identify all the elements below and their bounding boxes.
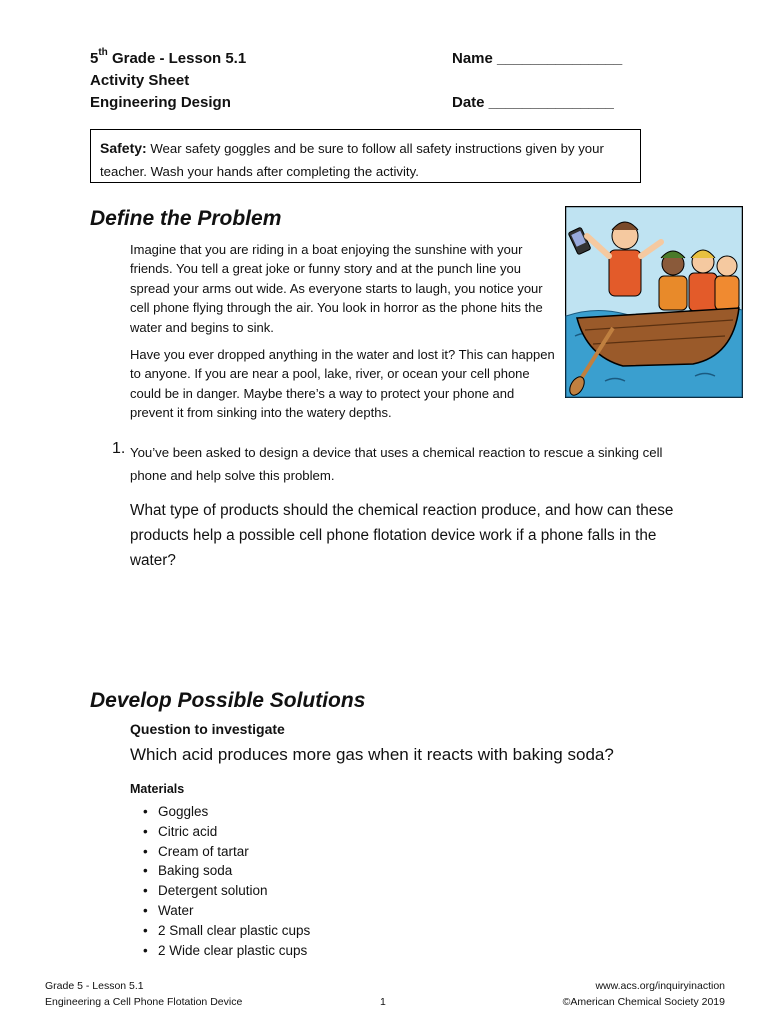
list-item: • Detergent solution [130, 881, 430, 901]
boat-cartoon-image [565, 206, 743, 398]
footer-right [563, 978, 725, 1010]
safety-label: Safety: [100, 140, 147, 156]
second-paragraph: Have you ever dropped anything in the water and lost it? This can happen to anyone. If you are near a pool, lake, river, or ocean your cell phone could be in danger. Maybe there’s a way to protect your phone and prevent it from sinking into the watery depths. [130, 347, 555, 421]
list-item: • Cream of tartar [130, 842, 430, 862]
footer-copyright: ©American Chemical Society 2019 [562, 996, 725, 1008]
boat-illustration [565, 206, 743, 398]
materials-list [130, 802, 430, 960]
footer-left [45, 978, 242, 1010]
activity-sheet-label: Activity Sheet [90, 72, 190, 89]
intro-paragraph: Imagine that you are riding in a boat enjoying the sunshine with your friends. You tell a great joke or funny story and at the punch line you spread your arms out wide. As everyone starts to laugh, you notice your cell phone flying through the air. You look in horror as the phone hits the water and begins to sink. [130, 242, 543, 335]
safety-box [90, 129, 641, 183]
list-item: • Goggles [130, 802, 430, 822]
grade-suffix: th [98, 47, 108, 58]
grade-number: 5 [90, 50, 99, 67]
define-problem-heading: Define the Problem [90, 207, 282, 230]
list-item: • Baking soda [130, 861, 430, 881]
item-text: You’ve been asked to design a device that uses a chemical reaction to rescue a sinking cell phone and help solve this problem. [130, 445, 663, 483]
list-item: • 2 Small clear plastic cups [130, 921, 430, 941]
question-to-investigate-label: Question to investigate [130, 721, 285, 737]
item-number: 1. [112, 440, 126, 457]
list-item: • Citric acid [130, 822, 430, 842]
footer-title: Engineering a Cell Phone Flotation Device [45, 996, 243, 1008]
footer-url: www.acs.org/inquiryinaction [595, 980, 725, 992]
materials-label: Materials [130, 782, 185, 796]
date-field: Date _______________ [452, 94, 614, 111]
engineering-design-label: Engineering Design [90, 94, 231, 111]
develop-solutions-heading: Develop Possible Solutions [90, 689, 366, 712]
name-field: Name _______________ [452, 50, 623, 67]
flotation-question: What type of products should the chemical reaction produce, and how can these products help a possible cell phone flotation device work if a phone falls in the water? [130, 502, 674, 569]
investigation-question: Which acid produces more gas when it reacts with baking soda? [130, 745, 614, 764]
list-item: • 2 Wide clear plastic cups [130, 941, 430, 961]
lesson-title [90, 48, 246, 70]
list-item: • Water [130, 901, 430, 921]
safety-text: Wear safety goggles and be sure to follow all safety instructions given by your teacher. Wash your hands after completing the activity. [100, 141, 604, 179]
footer-grade: Grade 5 - Lesson 5.1 [45, 980, 144, 992]
page-number: 1 [380, 996, 386, 1008]
grade-rest: Grade - Lesson 5.1 [107, 50, 247, 67]
